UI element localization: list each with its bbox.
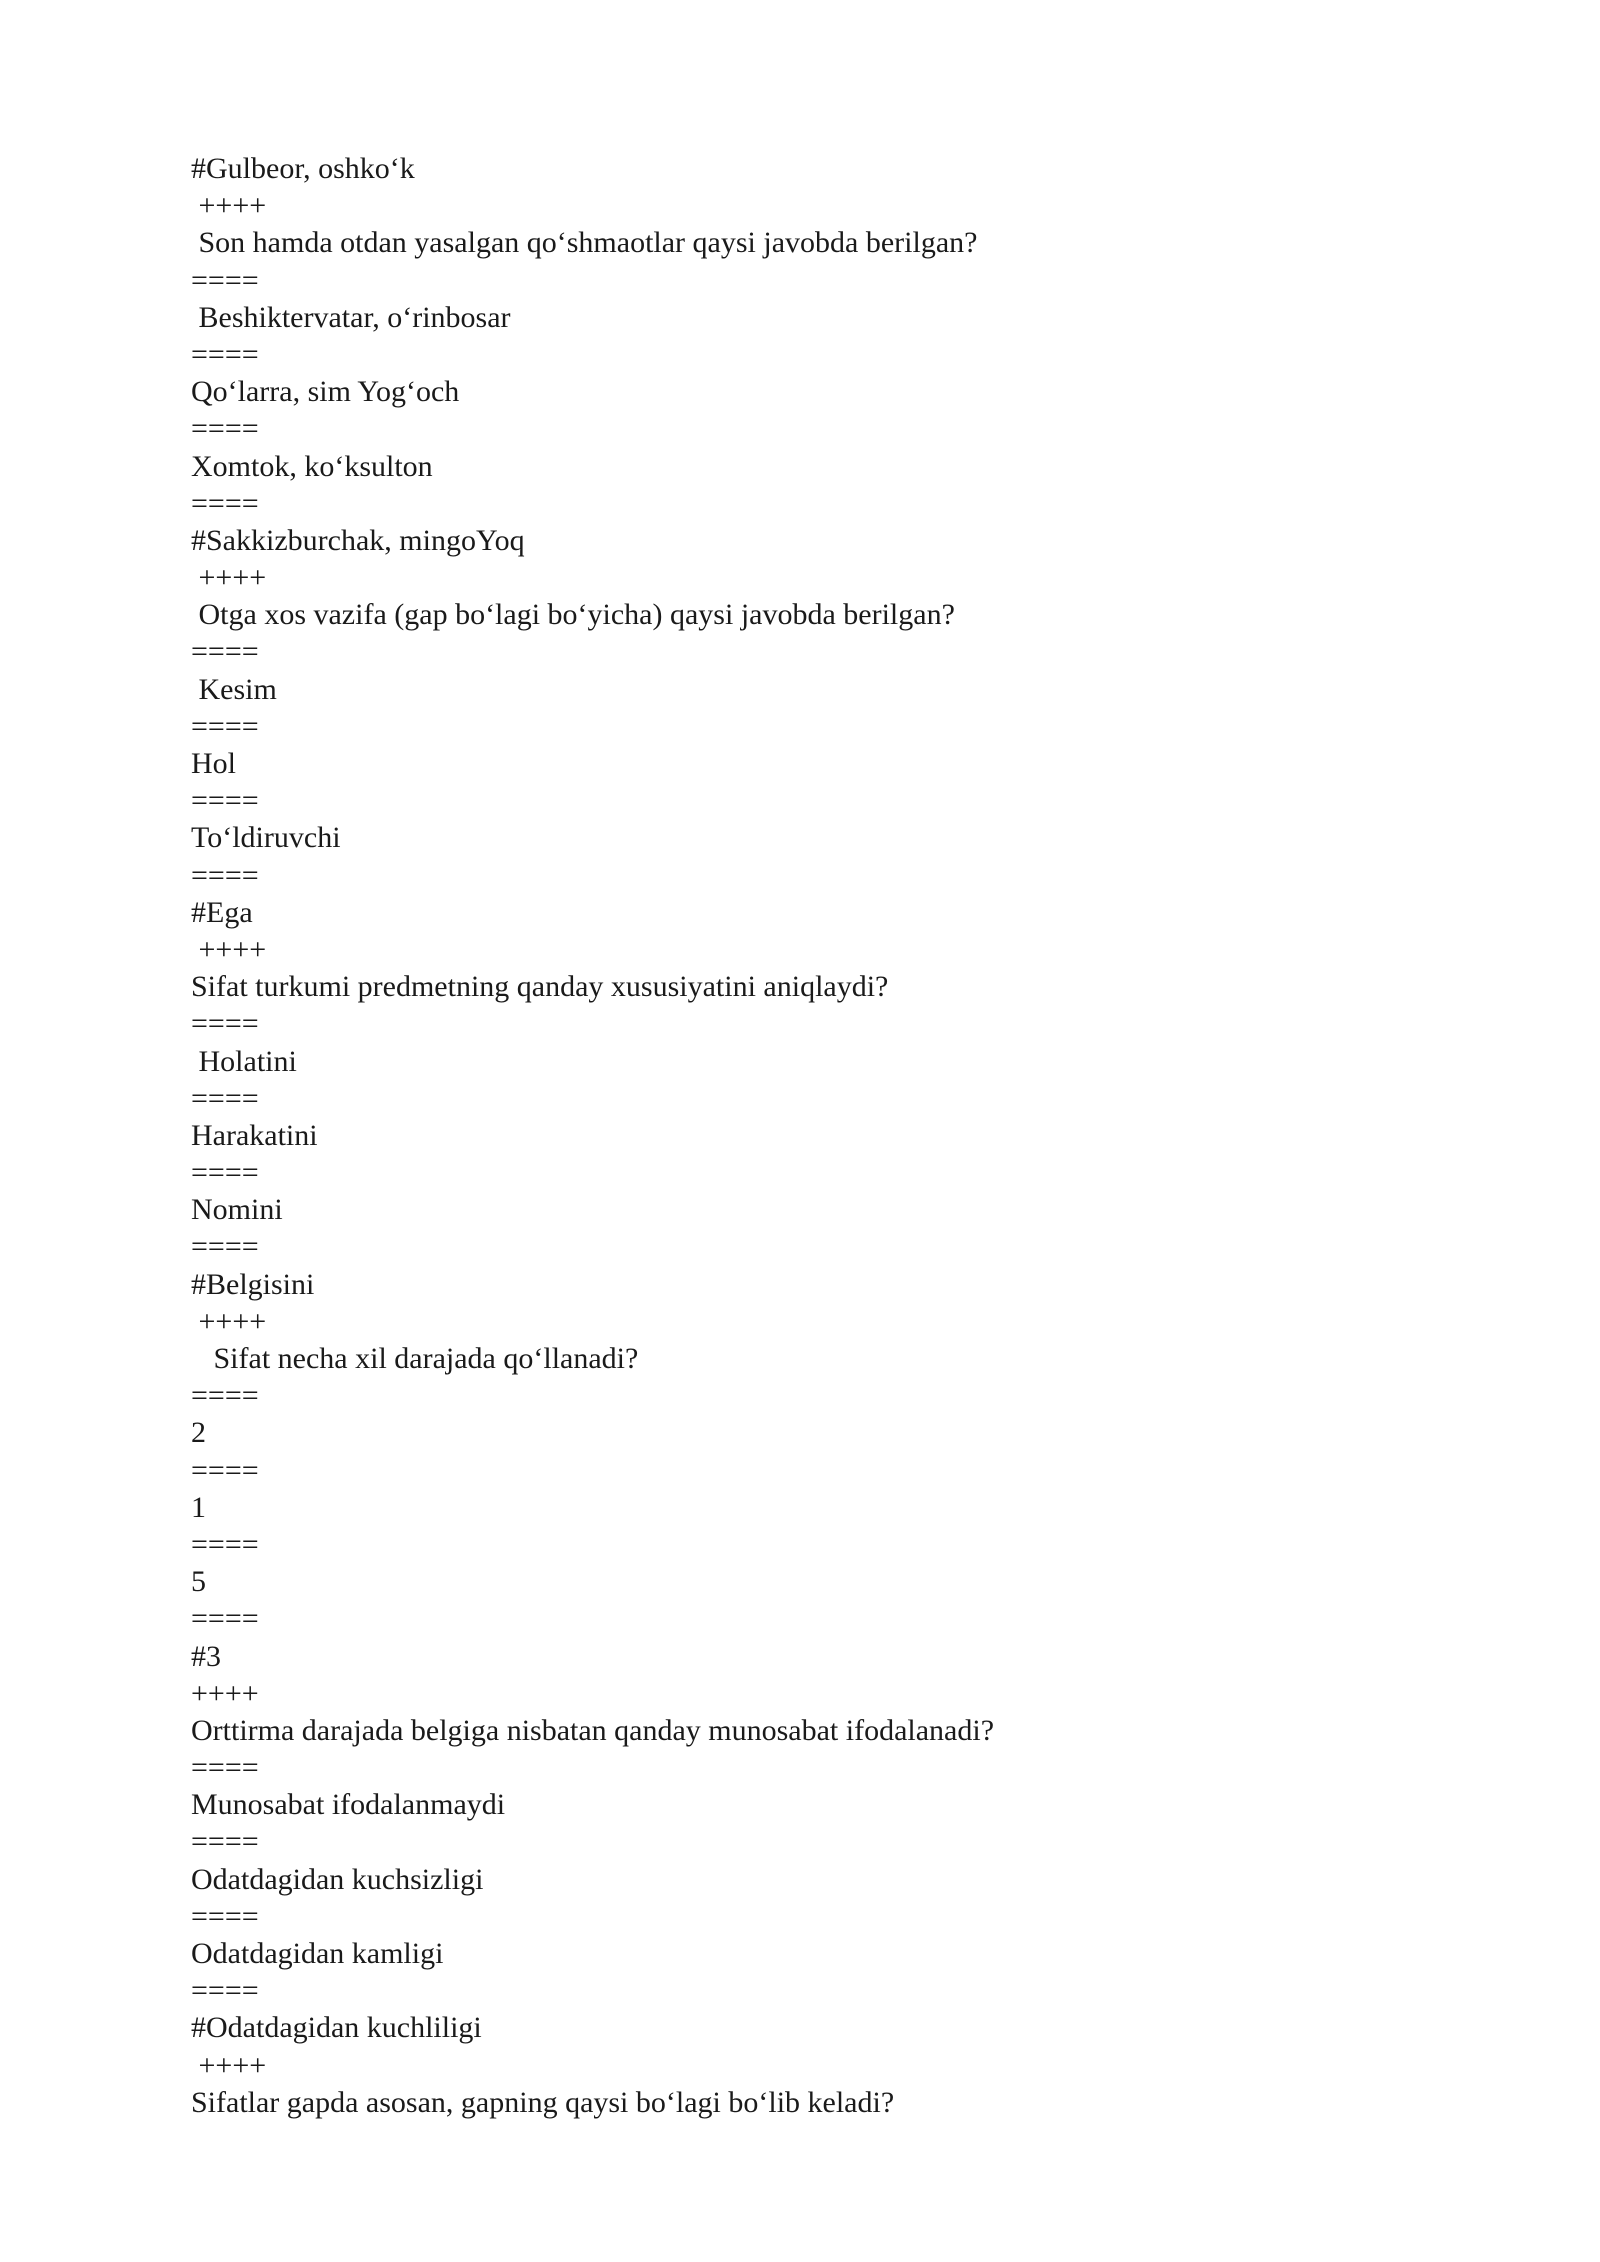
question-separator: ++++	[191, 1304, 267, 1338]
option-separator: ====	[191, 1230, 259, 1264]
option-separator: ====	[191, 1527, 259, 1561]
text-line: Sifat turkumi predmetning qanday xususiyatini aniqlaydi?	[191, 970, 889, 1004]
question-separator: ++++	[191, 1676, 259, 1710]
text-line: 1	[191, 1490, 206, 1524]
text-line: Nomini	[191, 1193, 283, 1227]
text-line: Holatini	[191, 1044, 297, 1078]
text-line: Qo‘larra, sim Yog‘och	[191, 375, 460, 409]
correct-answer-line: #Gulbeor, oshko‘k	[191, 152, 415, 185]
text-line: Otga xos vazifa (gap bo‘lagi bo‘yicha) qaysi javobda berilgan?	[191, 598, 955, 632]
option-separator: ====	[191, 1156, 259, 1190]
correct-answer-line: #Odatdagidan kuchliligi	[191, 2011, 482, 2045]
text-line: Munosabat ifodalanmaydi	[191, 1788, 506, 1822]
text-line: Hol	[191, 747, 236, 780]
text-line: Kesim	[191, 672, 277, 706]
option-separator: ====	[191, 1825, 259, 1859]
option-separator: ====	[191, 486, 259, 520]
question-separator: ++++	[191, 2048, 267, 2082]
option-separator: ====	[191, 1899, 259, 1933]
correct-answer-line: #Belgisini	[191, 1267, 315, 1301]
text-line: Harakatini	[191, 1118, 318, 1152]
document-text	[191, 150, 1491, 2121]
correct-answer-line: #3	[191, 1639, 221, 1673]
option-separator: ====	[191, 709, 259, 743]
option-separator: ====	[191, 412, 259, 446]
text-line: Odatdagidan kuchsizligi	[191, 1862, 484, 1896]
text-line: Xomtok, ko‘ksulton	[191, 449, 433, 483]
option-separator: ====	[191, 1379, 259, 1413]
question-separator: ++++	[191, 932, 267, 966]
text-line: Orttirma darajada belgiga nisbatan qanday munosabat ifodalanadi?	[191, 1713, 995, 1747]
option-separator: ====	[191, 858, 259, 892]
text-line: Sifatlar gapda asosan, gapning qaysi bo‘lagi bo‘lib keladi?	[191, 2085, 895, 2119]
option-separator: ====	[191, 1007, 259, 1041]
option-separator: ====	[191, 1453, 259, 1487]
option-separator: ====	[191, 1751, 259, 1785]
question-separator: ++++	[191, 561, 267, 595]
option-separator: ====	[191, 1974, 259, 2008]
option-separator: ====	[191, 337, 259, 371]
text-line: To‘ldiruvchi	[191, 821, 341, 855]
correct-answer-line: #Ega	[191, 895, 253, 929]
text-line: Son hamda otdan yasalgan qo‘shmaotlar qaysi javobda berilgan?	[191, 226, 978, 260]
text-line: 2	[191, 1416, 206, 1450]
text-line: Odatdagidan kamligi	[191, 1937, 444, 1970]
option-separator: ====	[191, 263, 259, 297]
text-line: Beshiktervatar, o‘rinbosar	[191, 300, 511, 334]
text-line: Sifat necha xil darajada qo‘llanadi?	[191, 1342, 639, 1375]
option-separator: ====	[191, 635, 259, 669]
option-separator: ====	[191, 1602, 259, 1636]
option-separator: ====	[191, 1081, 259, 1115]
correct-answer-line: #Sakkizburchak, mingoYoq	[191, 523, 525, 557]
option-separator: ====	[191, 784, 259, 818]
question-separator: ++++	[191, 189, 267, 223]
text-line: 5	[191, 1565, 206, 1599]
